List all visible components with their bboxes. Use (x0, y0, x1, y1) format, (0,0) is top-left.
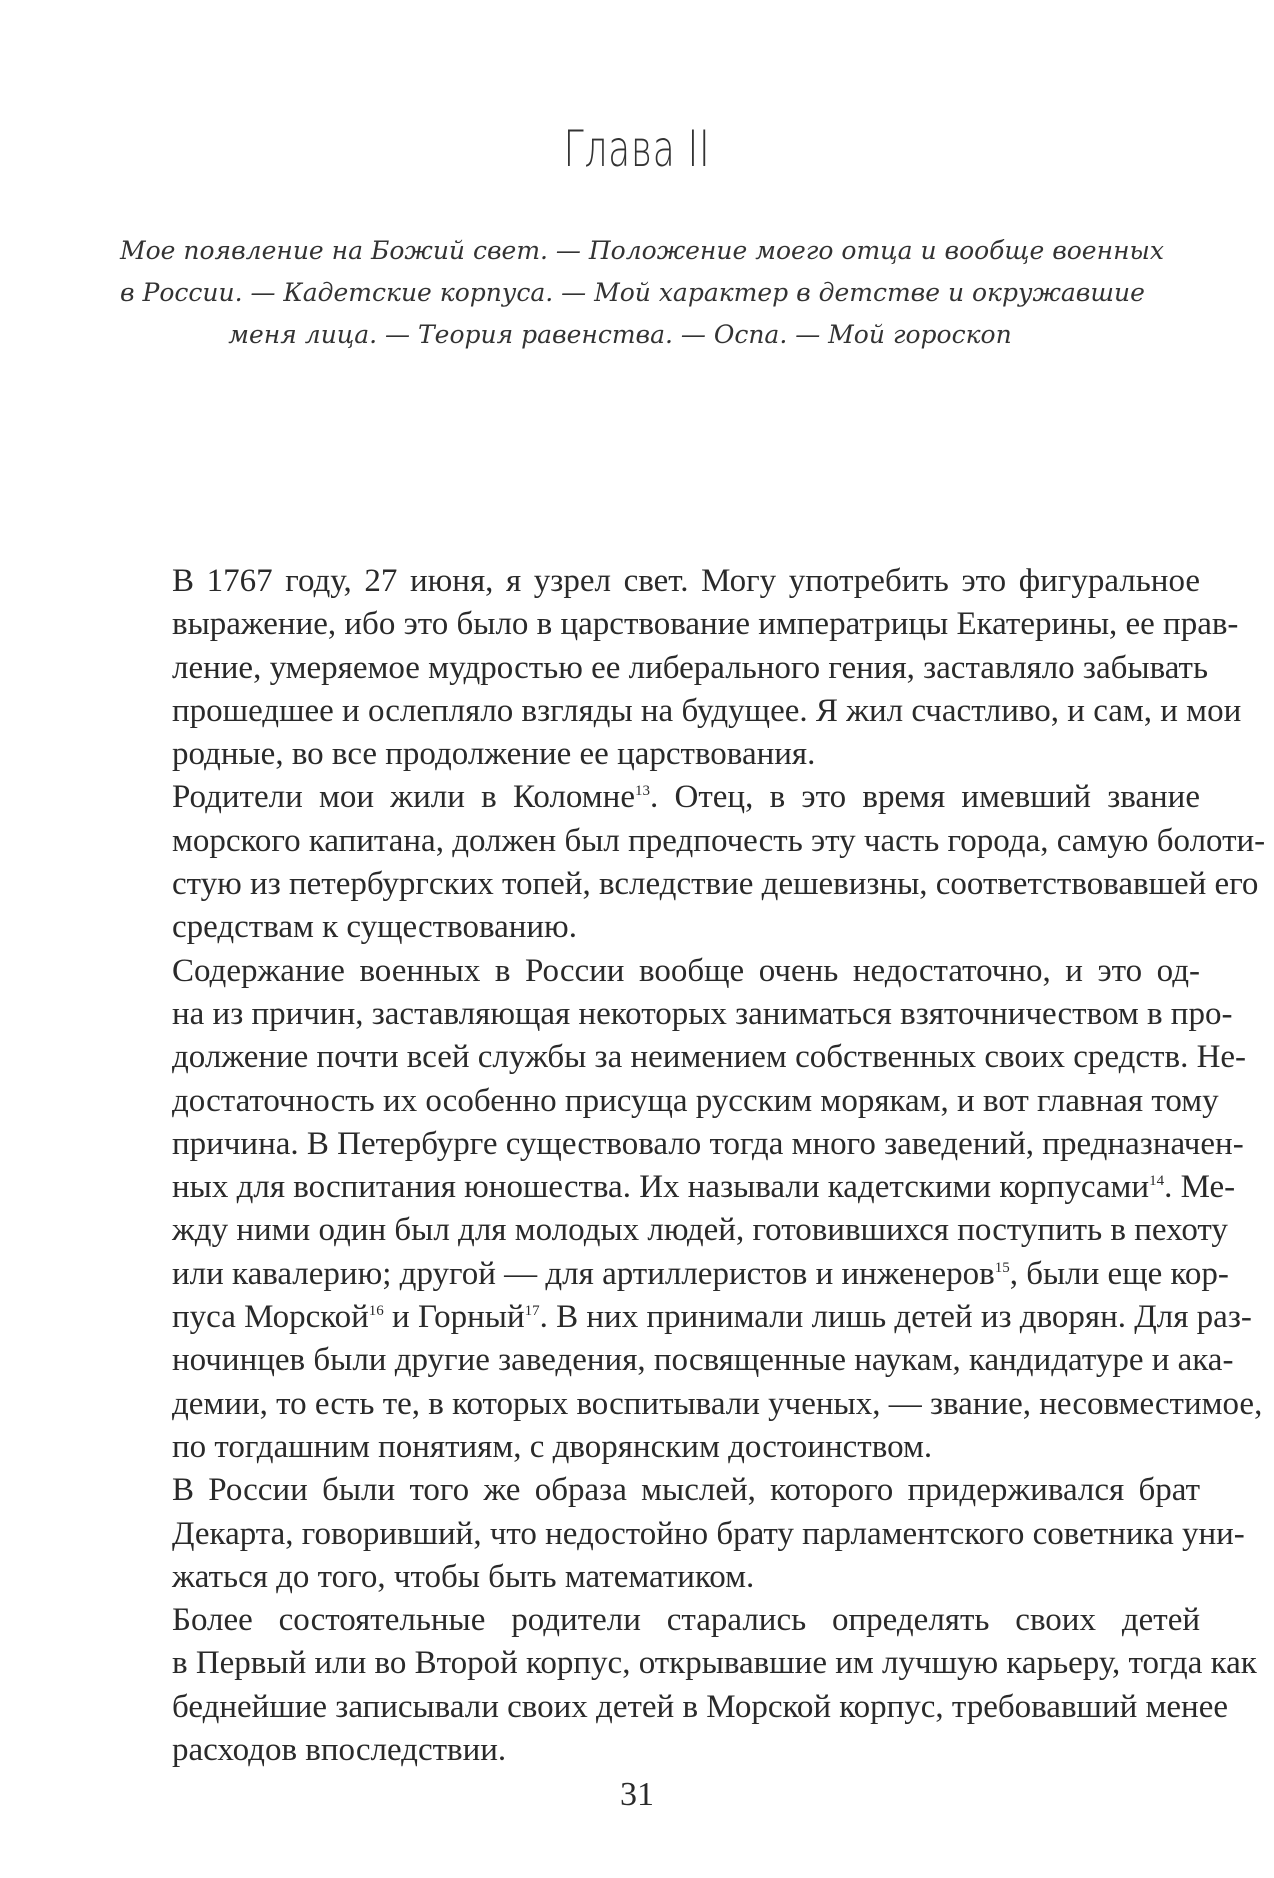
text-segment: ных для воспитания юношества. Их называли кадетскими корпусами (172, 1169, 1150, 1206)
paragraph-5 (48, 1599, 1257, 1772)
text-line: достаточность их особенно присуща русским морякам, и вот главная тому (172, 1082, 1219, 1119)
text-line: должение почти всей службы за неимением собственных своих средств. Не- (172, 1039, 1247, 1076)
chapter-synopsis (120, 230, 1164, 356)
chapter-body (48, 560, 1266, 1772)
text-line: по тогдашним понятиям, с дворянским достоинством. (172, 1428, 933, 1465)
text-line: в Первый или во Второй корпус, открывавшие им лучшую карьеру, тогда как (172, 1645, 1257, 1682)
text-line (48, 1166, 1236, 1209)
footnote-ref-16[interactable]: 16 (368, 1303, 384, 1320)
text-line: средствам к существованию. (172, 909, 577, 946)
text-segment: Родители мои жили в Коломне (172, 779, 635, 816)
paragraph-4 (48, 1469, 1245, 1599)
text-segment: и Горный (383, 1299, 525, 1336)
text-segment: . В них принимали лишь детей из дворян. Для раз- (539, 1299, 1252, 1336)
text-line: морского капитана, должен был предпочесть эту часть города, самую болоти- (172, 822, 1266, 859)
text-line: В России были того же образа мыслей, которого придерживался брат (172, 1472, 1200, 1509)
text-line: жду ними один был для молодых людей, готовившихся поступить в пехоту (172, 1212, 1228, 1249)
text-line (48, 1253, 1229, 1296)
text-segment: , были еще кор- (1009, 1255, 1229, 1292)
text-line: В 1767 году, 27 июня, я узрел свет. Могу употребить это фигуральное (172, 563, 1200, 599)
text-line (48, 1296, 1252, 1339)
synopsis-line: в России. — Кадетские корпуса. — Мой характер в детстве и окружавшие (120, 278, 1145, 307)
paragraph-1 (48, 560, 1242, 776)
text-line: расходов впоследствии. (172, 1732, 507, 1769)
text-line: Декарта, говоривший, что недостойно брату парламентского советника уни- (172, 1515, 1245, 1552)
text-segment: . Отец, в это время имевший звание (649, 779, 1200, 816)
text-line: прошедшее и ослепляло взгляды на будущее. Я жил счастливо, и сам, и мои (172, 692, 1242, 729)
synopsis-line: меня лица. — Теория равенства. — Оспа. — Мой гороскоп (228, 320, 1012, 349)
text-line: на из причин, заставляющая некоторых заниматься взяточничеством в про- (172, 995, 1233, 1032)
footnote-ref-15[interactable]: 15 (994, 1259, 1010, 1276)
page-number: 31 (620, 1776, 654, 1813)
text-line: Содержание военных в России вообще очень недостаточно, и это од- (172, 952, 1200, 989)
text-line: выражение, ибо это было в царствование императрицы Екатерины, ее прав- (172, 606, 1239, 643)
text-line: Более состоятельные родители старались определять своих детей (172, 1602, 1200, 1639)
text-segment: пуса Морской (172, 1299, 369, 1336)
footnote-ref-13[interactable]: 13 (634, 783, 650, 800)
text-line: ночинцев были другие заведения, посвященные наукам, кандидатуре и ака- (172, 1342, 1234, 1379)
paragraph-2 (48, 776, 1266, 949)
text-line: демии, то есть те, в которых воспитывали ученых, — звание, несовместимое, (172, 1385, 1263, 1422)
text-line: причина. В Петербурге существовало тогда много заведений, предназначен- (172, 1125, 1244, 1162)
text-line: беднейшие записывали своих детей в Морской корпус, требовавший менее (172, 1688, 1228, 1725)
paragraph-3 (48, 950, 1263, 1470)
text-line: стую из петербургских топей, вследствие дешевизны, соответствовавшей его (172, 866, 1259, 903)
text-line: ление, умеряемое мудростью ее либерального гения, заставляло забывать (172, 649, 1208, 686)
footnote-ref-17[interactable]: 17 (524, 1303, 540, 1320)
chapter-title: Глава II (563, 120, 711, 178)
text-segment: . Ме- (1164, 1169, 1236, 1206)
footnote-ref-14[interactable]: 14 (1149, 1173, 1165, 1190)
text-line (48, 776, 1200, 819)
text-line: родные, во все продолжение ее царствования. (172, 736, 816, 773)
text-line: жаться до того, чтобы быть математиком. (172, 1558, 755, 1595)
synopsis-line: Мое появление на Божий свет. — Положение моего отца и вообще военных (120, 236, 1164, 265)
text-segment: или кавалерию; другой — для артиллеристов и инженеров (172, 1255, 995, 1292)
